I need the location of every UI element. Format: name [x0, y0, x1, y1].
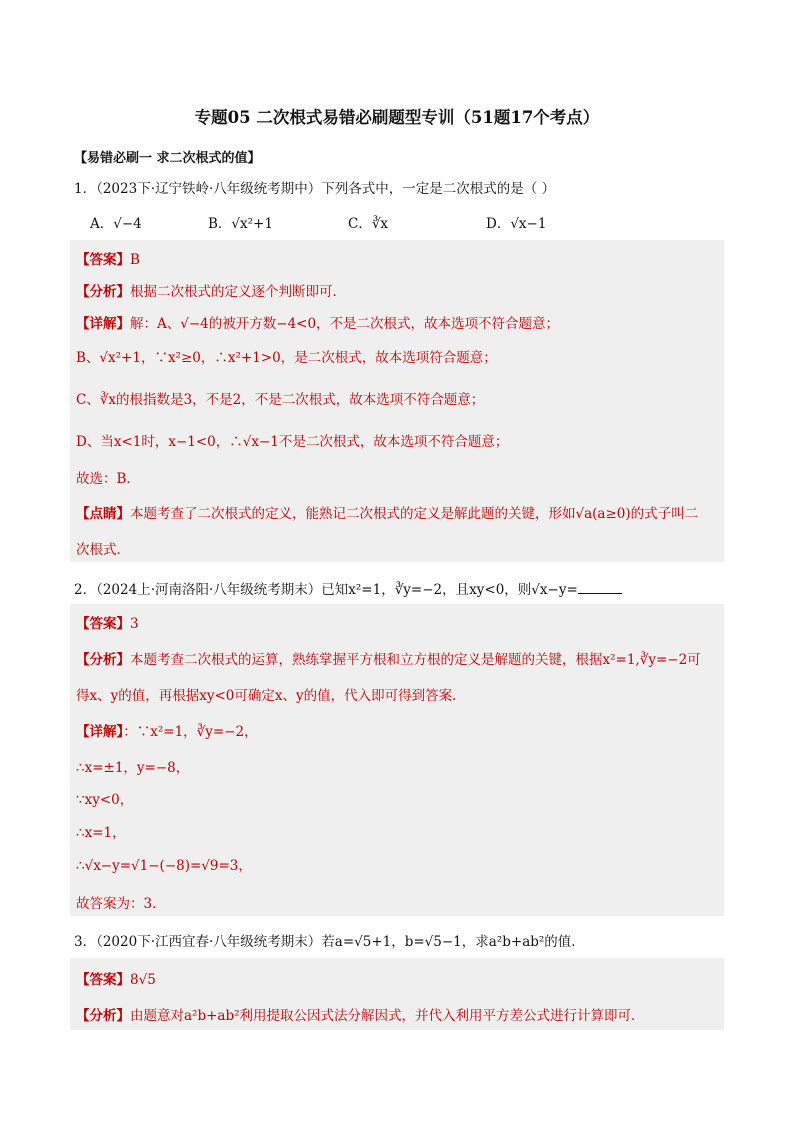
question-2-solution	[70, 604, 724, 916]
question-2-text: 2．（2024上·河南洛阳·八年级统考期末）已知x²=1，∛y=−2，且xy<0，则√x−y=	[74, 582, 578, 598]
detail-tag: 【详解】	[76, 724, 124, 740]
analysis-line-2: 得x、y的值，再根据xy<0可确定x、y的值，代入即可得到答案．	[76, 688, 466, 704]
analysis-line	[76, 648, 701, 668]
detail-line-b: B、√x²+1，∵x²≥0，∴x²+1>0，是二次根式，故本选项符合题意；	[76, 350, 497, 366]
detail-line	[76, 312, 559, 332]
analysis-tag: 【分析】	[76, 652, 130, 668]
comment-tag: 【点睛】	[76, 506, 130, 522]
detail-line-d: D、当x<1时，x−1<0，∴√x−1不是二次根式，故本选项不符合题意；	[76, 434, 509, 450]
analysis-tag: 【分析】	[76, 284, 130, 300]
detail-line-2: ∴x=±1，y=−8，	[76, 760, 190, 776]
detail-line-c: C、∛x的根指数是3，不是2，不是二次根式，故本选项不符合题意；	[76, 392, 485, 408]
detail-line-3: ∵xy<0，	[76, 792, 134, 808]
comment-text: 本题考查了二次根式的定义，能熟记二次根式的定义是解此题的关键，形如√a(a≥0)的式子叫二	[130, 506, 699, 522]
answer-tag: 【答案】	[76, 252, 130, 268]
question-1-solution	[70, 240, 724, 562]
question-3-solution	[70, 958, 724, 1030]
question-3-stem: 3．（2020下·江西宜春·八年级统考期末）若a=√5+1，b=√5−1，求a²b+ab²的值．	[74, 934, 585, 950]
analysis-text: 由题意对a²b+ab²利用提取公因式法分解因式，并代入利用平方差公式进行计算即可．	[130, 1008, 645, 1024]
answer-line	[76, 248, 140, 268]
detail-line-4: ∴x=1，	[76, 825, 126, 841]
option-a: A．√−4	[90, 216, 142, 232]
detail-line-5: ∴√x−y=√1−(−8)=√9=3，	[76, 858, 252, 874]
choose-line: 故选：B．	[76, 471, 140, 487]
answer-blank	[578, 581, 622, 594]
option-c: C．∛x	[348, 216, 389, 232]
comment-line-2: 次根式．	[76, 542, 130, 558]
section-heading: 【易错必刷一 求二次根式的值】	[74, 151, 261, 166]
final-answer-line: 故答案为：3．	[76, 896, 166, 912]
detail-line	[76, 720, 258, 740]
analysis-text: 根据二次根式的定义逐个判断即可．	[130, 284, 346, 300]
answer-value: 8√5	[130, 972, 156, 988]
answer-line	[76, 968, 156, 988]
comment-line	[76, 502, 698, 522]
answer-tag: 【答案】	[76, 616, 130, 632]
analysis-line	[76, 1004, 645, 1024]
answer-value: 3	[130, 616, 139, 632]
analysis-tag: 【分析】	[76, 1008, 130, 1024]
analysis-line	[76, 280, 346, 300]
question-2-stem	[74, 578, 622, 598]
answer-line	[76, 612, 139, 632]
answer-tag: 【答案】	[76, 972, 130, 988]
answer-value: B	[130, 252, 140, 268]
option-b: B．√x²+1	[208, 216, 273, 232]
option-d: D．√x−1	[486, 216, 547, 232]
detail-tag: 【详解】	[76, 316, 130, 332]
page-title: 专题05 二次根式易错必刷题型专训（51题17个考点）	[194, 108, 600, 127]
question-1-options	[90, 212, 710, 232]
analysis-text: 本题考查二次根式的运算，熟练掌握平方根和立方根的定义是解题的关键，根据x²=1,∛y=−2可	[130, 652, 701, 668]
detail-text: 解：A、√−4的被开方数−4<0，不是二次根式，故本选项不符合题意；	[130, 316, 560, 332]
detail-text: ：∵x²=1，∛y=−2，	[123, 724, 258, 740]
question-1-stem: 1．（2023下·辽宁铁岭·八年级统考期中）下列各式中，一定是二次根式的是（ ）	[74, 181, 556, 197]
